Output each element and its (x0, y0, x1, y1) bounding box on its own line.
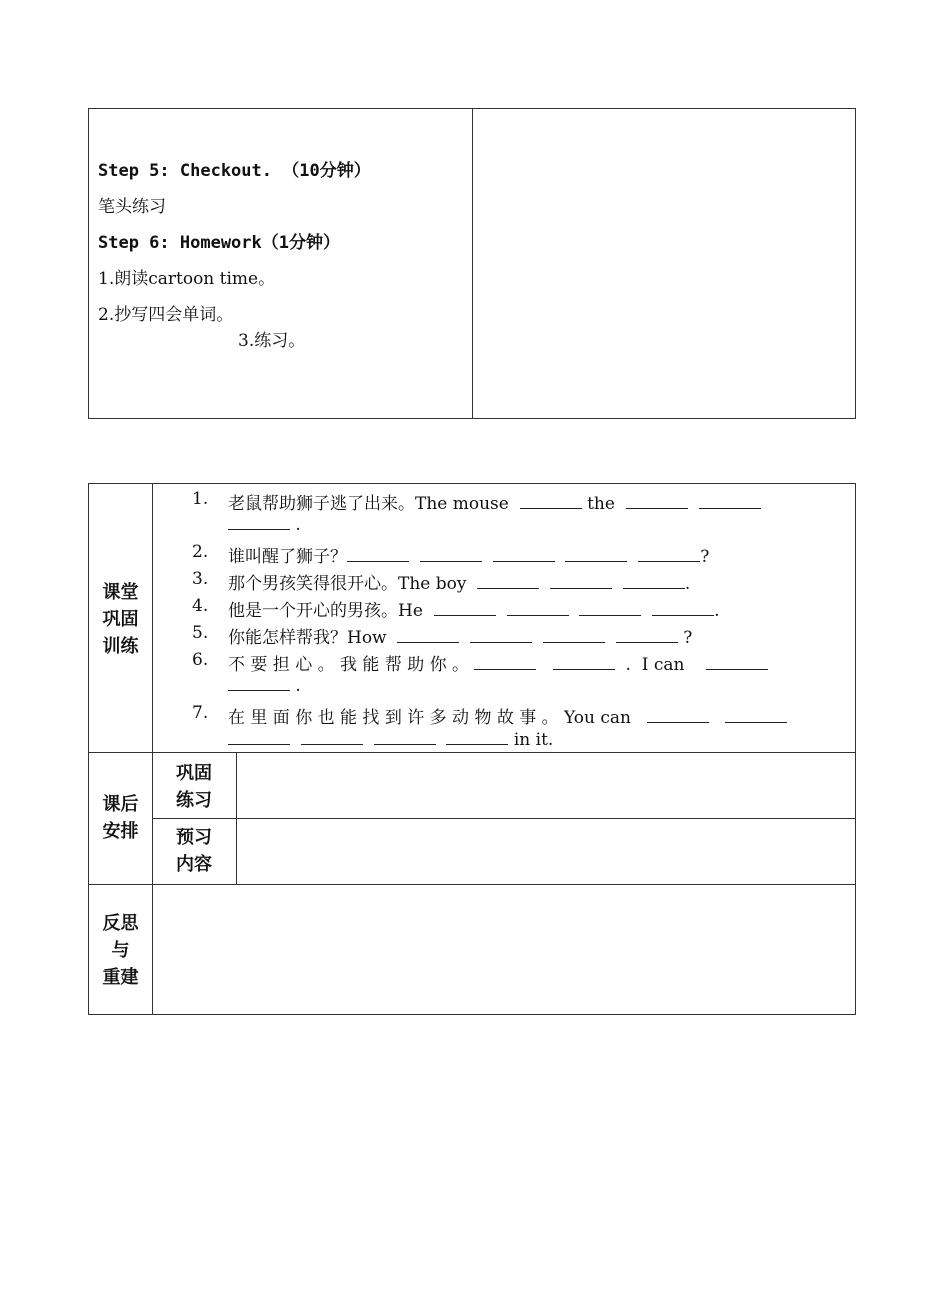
answer-blank[interactable] (374, 730, 436, 745)
answer-blank[interactable] (706, 655, 768, 670)
answer-blank[interactable] (420, 547, 482, 562)
column-divider (472, 109, 473, 418)
section-label-after-class: 课后 安排 (102, 794, 139, 842)
exercise-item-7: 在 里 面 你 也 能 找 到 许 多 动 物 故 事 。 You can (228, 703, 787, 728)
section-label-practice: 课堂 巩固 训练 (102, 582, 139, 657)
exercise-item-2: 谁叫醒了狮子？ ? (228, 547, 710, 567)
answer-blank[interactable] (477, 574, 539, 589)
answer-blank[interactable] (228, 676, 290, 691)
answer-blank[interactable] (493, 547, 555, 562)
answer-blank[interactable] (397, 628, 459, 643)
exercise-number: 1. (192, 489, 209, 509)
exercise-item-6: 不 要 担 心 。 我 能 帮 助 你 。 . I can (228, 650, 768, 675)
answer-blank[interactable] (699, 494, 761, 509)
preview-content-area[interactable] (237, 819, 856, 884)
homework-item-3: 3.练习。 (238, 331, 306, 351)
answer-blank[interactable] (626, 494, 688, 509)
consolidate-content-area[interactable] (237, 753, 856, 818)
answer-blank[interactable] (347, 547, 409, 562)
step6-heading: Step 6: Homework（1分钟） (98, 233, 340, 253)
answer-blank[interactable] (565, 547, 627, 562)
step5-heading: Step 5: Checkout. （10分钟） (98, 161, 371, 181)
answer-blank[interactable] (446, 730, 508, 745)
exercise-item-3: 那个男孩笑得很开心。The boy . (228, 574, 691, 594)
answer-blank[interactable] (543, 628, 605, 643)
answer-blank[interactable] (579, 601, 641, 616)
answer-blank[interactable] (638, 547, 700, 562)
exercise-item-1-cont: . (228, 515, 301, 535)
homework-item-1: 1.朗读cartoon time。 (98, 269, 276, 289)
sub-label-consolidate: 巩固 练习 (176, 763, 212, 811)
answer-blank[interactable] (553, 655, 615, 670)
answer-blank[interactable] (550, 574, 612, 589)
answer-blank[interactable] (652, 601, 714, 616)
answer-blank[interactable] (616, 628, 678, 643)
answer-blank[interactable] (507, 601, 569, 616)
teaching-steps-table (88, 108, 856, 419)
exercise-item-1: 老鼠帮助狮子逃了出来。The mouse the (228, 489, 761, 514)
answer-blank[interactable] (434, 601, 496, 616)
answer-blank[interactable] (228, 730, 290, 745)
exercise-item-5: 你能怎样帮我？How ? (228, 628, 693, 648)
answer-blank[interactable] (725, 708, 787, 723)
homework-item-2: 2.抄写四会单词。 (98, 305, 234, 325)
section-label-reflection: 反思 与 重建 (102, 913, 139, 988)
sub-label-preview: 预习 内容 (176, 827, 212, 875)
answer-blank[interactable] (474, 655, 536, 670)
exercise-number: 2. (192, 542, 209, 562)
reflection-content-area[interactable] (153, 885, 856, 1015)
exercise-number: 4. (192, 596, 209, 616)
exercise-number: 3. (192, 569, 209, 589)
exercise-table (88, 483, 856, 1015)
answer-blank[interactable] (623, 574, 685, 589)
answer-blank[interactable] (520, 494, 582, 509)
exercise-number: 5. (192, 623, 209, 643)
exercise-number: 7. (192, 703, 209, 723)
exercise-item-7-cont: in it. (228, 730, 553, 750)
answer-blank[interactable] (301, 730, 363, 745)
step5-note: 笔头练习 (98, 197, 166, 217)
answer-blank[interactable] (470, 628, 532, 643)
answer-blank[interactable] (228, 515, 290, 530)
exercise-number: 6. (192, 650, 209, 670)
exercise-item-6-cont: . (228, 676, 301, 696)
answer-blank[interactable] (647, 708, 709, 723)
exercise-item-4: 他是一个开心的男孩。He . (228, 601, 720, 621)
